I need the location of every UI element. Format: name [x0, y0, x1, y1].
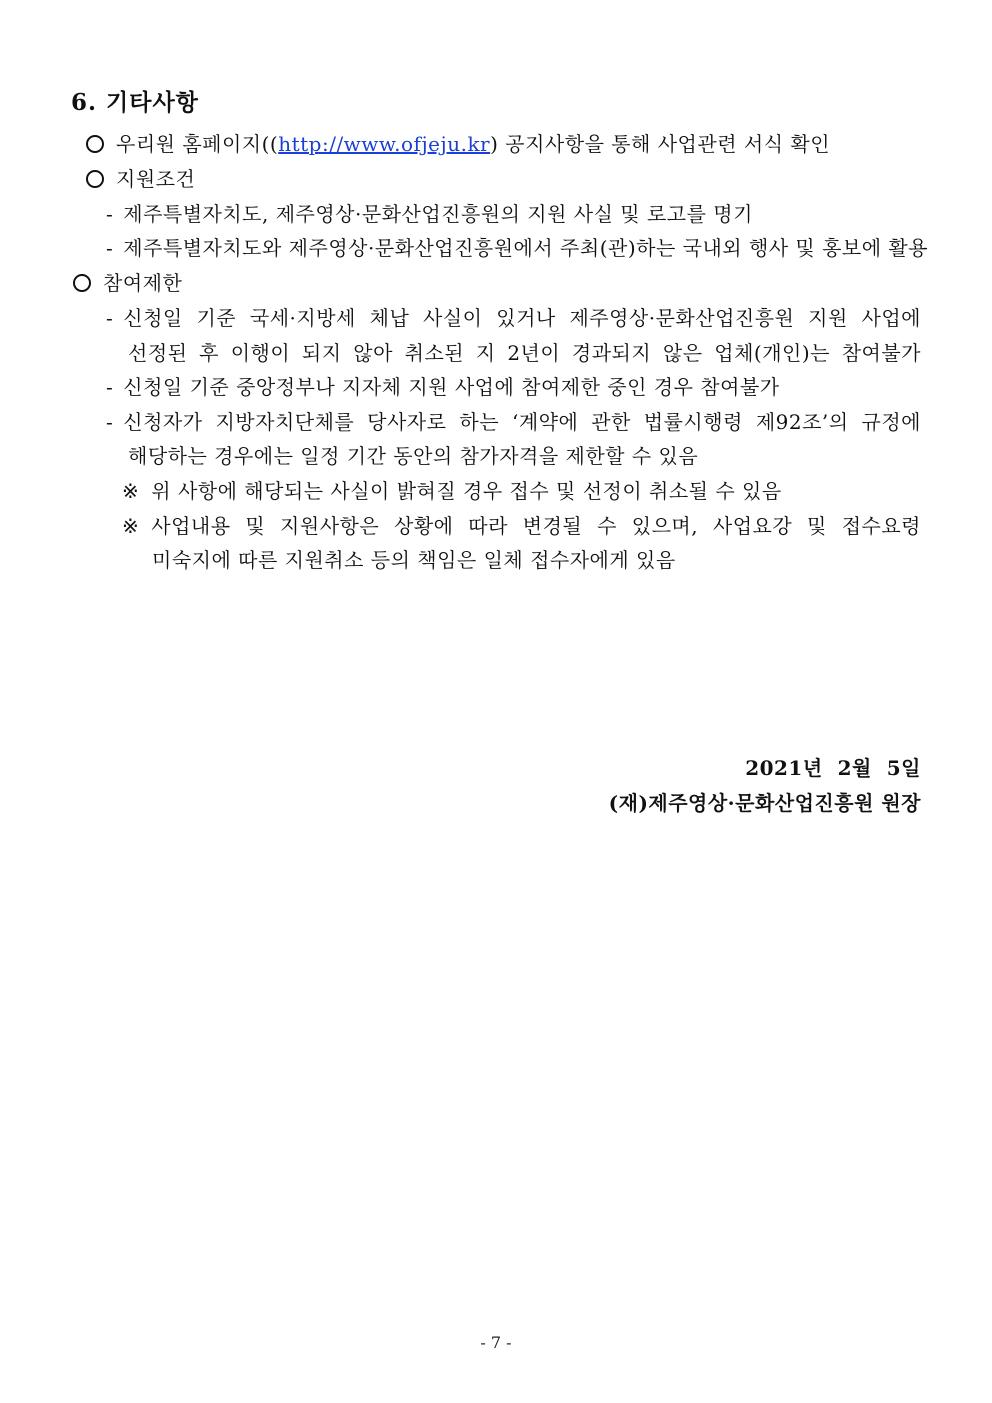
dash-marker: - [106, 202, 114, 226]
issuer-name: (재)제주영상·문화산업진흥원 원장 [608, 791, 921, 815]
support-item-1 [106, 199, 753, 229]
issue-date: 2021년 2월 5일 [745, 756, 921, 780]
restrict-text-1b: 선정된 후 이행이 되지 않아 취소된 지 2년이 경과되지 않은 업체(개인)는 참여불가 [128, 341, 921, 365]
support-text-2: 제주특별자치도와 제주영상·문화산업진흥원에서 주최(관)하는 국내외 행사 및 홍보에 활용 [123, 236, 929, 260]
homepage-suffix: ) 공지사항을 통해 사업관련 서식 확인 [490, 132, 831, 156]
restrict-text-3a: 신청자가 지방자치단체를 당사자로 하는 ‘계약에 관한 법률시행령 제92조’의 규정에 [123, 410, 921, 434]
dash-marker: - [106, 410, 114, 434]
dash-marker: - [106, 236, 114, 260]
note-text-1: 위 사항에 해당되는 사실이 밝혀질 경우 접수 및 선정이 취소될 수 있음 [151, 479, 782, 503]
section-heading: 6. 기타사항 [71, 89, 199, 116]
restrict-item-1b [128, 338, 921, 368]
homepage-item [86, 129, 830, 159]
circle-bullet-icon [86, 170, 104, 188]
support-item-2 [106, 233, 929, 263]
restrict-text-2: 신청일 기준 중앙정부나 지자체 지원 사업에 참여제한 중인 경우 참여불가 [123, 375, 780, 399]
support-title: 지원조건 [116, 167, 196, 191]
restrict-title-item [73, 268, 182, 298]
dash-marker: - [106, 306, 114, 330]
restrict-text-3b: 해당하는 경우에는 일정 기간 동안의 참가자격을 제한할 수 있음 [128, 444, 699, 468]
reference-mark-icon: ※ [122, 514, 140, 538]
dash-marker: - [106, 375, 114, 399]
restrict-text-3a-wrap [106, 407, 921, 437]
restrict-text-1a-wrap [106, 303, 921, 333]
note-item-2a [122, 511, 921, 541]
support-title-item [86, 164, 195, 194]
restrict-item-3a [106, 407, 921, 437]
homepage-link[interactable]: http://www.ofjeju.kr [278, 132, 491, 156]
note-item-1 [122, 476, 782, 506]
note-text-2b: 미숙지에 따른 지원취소 등의 책임은 일체 접수자에게 있음 [152, 548, 676, 572]
note-item-2b [152, 545, 676, 575]
restrict-item-2 [106, 372, 780, 402]
restrict-item-3b [128, 441, 698, 471]
homepage-prefix: 우리원 홈페이지(( [116, 132, 279, 156]
restrict-title: 참여제한 [103, 271, 183, 295]
support-text-1: 제주특별자치도, 제주영상·문화산업진흥원의 지원 사실 및 로고를 명기 [123, 202, 753, 226]
restrict-item-1a [106, 303, 921, 333]
restrict-text-1a: 신청일 기준 국세·지방세 체납 사실이 있거나 제주영상·문화산업진흥원 지원 사업에 [123, 306, 921, 330]
circle-bullet-icon [86, 135, 104, 153]
note-text-2a-wrap [122, 511, 921, 541]
page-number: - 7 - [480, 1333, 512, 1352]
support-text-2-wrap [106, 233, 929, 263]
note-text-2a: 사업내용 및 지원사항은 상황에 따라 변경될 수 있으며, 사업요강 및 접수요령 [151, 514, 921, 538]
circle-bullet-icon [73, 274, 91, 292]
reference-mark-icon: ※ [122, 479, 140, 503]
